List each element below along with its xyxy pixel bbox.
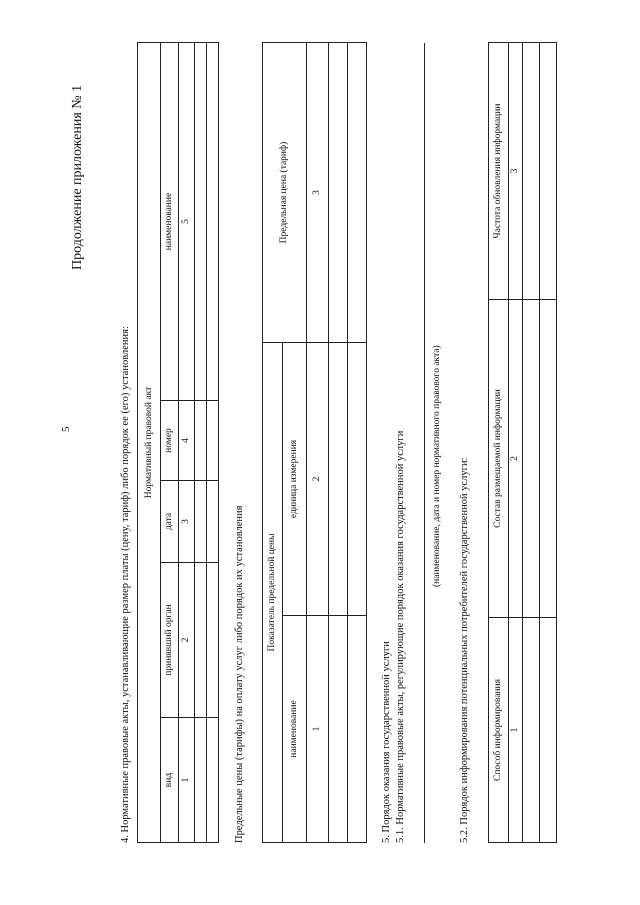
section4-title: 4. Нормативные правовые акты, устанавливающие размер платы (цену, тариф) либо порядок ее (его) установления: [120, 326, 131, 843]
col-indicator-name: наименование [283, 616, 307, 843]
col-frequency: Частота обновления информации [489, 43, 509, 300]
appendix-heading: Продолжение приложения № 1 [70, 84, 85, 270]
signature-line [424, 43, 425, 843]
col-authority: принявший орган [161, 563, 179, 718]
col-num-5: 5 [179, 43, 195, 401]
col-type: вид [161, 718, 179, 843]
table-row [195, 43, 207, 401]
col-num-1: 1 [509, 618, 523, 843]
price-limit-header: Предельная цена (тариф) [263, 42, 307, 342]
col-name: наименование [161, 43, 179, 401]
table-row [195, 481, 207, 563]
legal-acts-table [137, 42, 219, 843]
section5-2-text: 5.2. Порядок информирования потенциальных потребителей государственной услуги: [459, 457, 470, 843]
col-num-4: 4 [179, 401, 195, 481]
col-number: номер [161, 401, 179, 481]
section5-1-caption: (наименование, дата и номер нормативного правового акта) [432, 345, 442, 587]
table-row [195, 401, 207, 481]
section5-title: 5. Порядок оказания государственной услуги [381, 641, 392, 843]
table-row [195, 563, 207, 718]
table-row [195, 718, 207, 843]
legal-acts-group-header: Нормативный правовой акт [138, 43, 161, 843]
col-date: дата [161, 481, 179, 563]
table-row [329, 616, 348, 843]
col-num-2: 2 [307, 342, 329, 615]
col-num-1: 1 [179, 718, 195, 843]
page-number: 5 [60, 426, 72, 432]
col-num-2: 2 [509, 300, 523, 618]
col-num-3: 3 [307, 42, 329, 342]
col-unit: единица измерения [283, 342, 307, 615]
col-num-3: 3 [509, 43, 523, 300]
prices-title: Предельные цены (тарифы) на оплату услуг либо порядок их установления [234, 505, 245, 843]
price-indicator-group-header: Показатель предельной цены [263, 342, 283, 842]
section5-1-text: 5.1. Нормативные правовые акты, регулирующие порядок оказания государственной услуги [395, 430, 406, 843]
col-num-1: 1 [307, 616, 329, 843]
prices-table [262, 42, 367, 843]
informing-table [488, 42, 557, 843]
col-num-3: 3 [179, 481, 195, 563]
col-method: Способ информирования [489, 618, 509, 843]
col-num-2: 2 [179, 563, 195, 718]
table-row [523, 618, 540, 843]
col-content: Состав размещаемой информации [489, 300, 509, 618]
